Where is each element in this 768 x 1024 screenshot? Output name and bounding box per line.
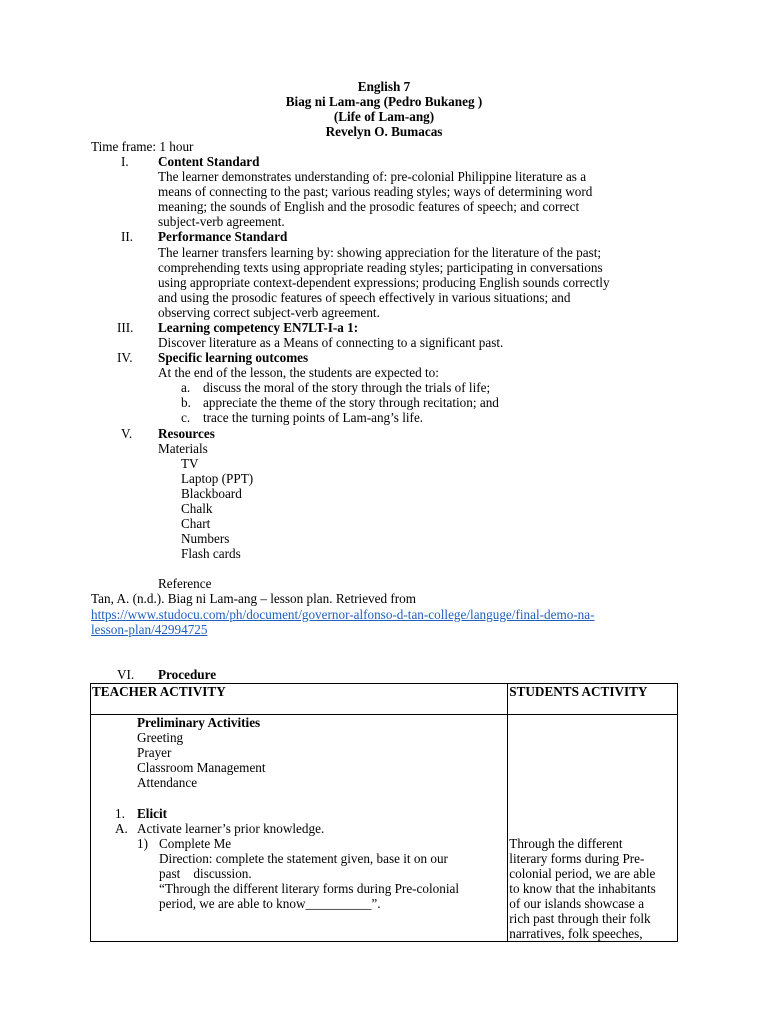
direction-line: period, we are able to know__________”. [159,896,381,911]
material-item: TV [181,456,199,471]
students-activity-cell [508,715,678,942]
student-response-line: of our islands showcase a [509,896,645,911]
section-heading-learning-outcomes: Specific learning outcomes [158,350,309,365]
outcome-item: appreciate the theme of the story through recitation; and [203,395,499,410]
content-standard-line: means of connecting to the past; various reading styles; ways of determining word [158,184,593,199]
student-response-line: rich past through their folk [509,911,651,926]
performance-standard-line: comprehending texts using appropriate reading styles; participating in conversations [158,260,603,275]
teacher-activity-header: TEACHER ACTIVITY [92,684,226,699]
student-response-line: narratives, folk speeches, [509,926,643,941]
performance-standard-line: and using the prosodic features of speech effectively in various situations; and [158,290,571,305]
reference-label: Reference [158,576,212,591]
material-item: Chalk [181,501,213,516]
section-number: VI. [117,667,135,682]
material-item: Blackboard [181,486,242,501]
section-number: V. [121,426,133,441]
material-item: Laptop (PPT) [181,471,254,486]
material-item: Flash cards [181,546,241,561]
student-response-line: Through the different [509,836,623,851]
section-number: I. [121,154,129,169]
table-header-row [91,684,678,715]
performance-standard-line: The learner transfers learning by: showing appreciation for the literature of the past; [158,245,602,260]
section-number: III. [117,320,134,335]
teacher-activity-header-cell [91,684,508,715]
direction-line: “Through the different literary forms during Pre-colonial [159,881,460,896]
outcome-item: trace the turning points of Lam-ang’s life. [203,410,424,425]
performance-standard-line: using appropriate context-dependent expressions; producing English sounds correctly [158,275,610,290]
material-item: Chart [181,516,211,531]
material-item: Numbers [181,531,230,546]
subject-heading: English 7 [357,79,411,94]
outcome-item: discuss the moral of the story through the trials of life; [203,380,491,395]
elicit-heading: Elicit [137,806,168,821]
author-name: Revelyn O. Bumacas [325,124,443,139]
teacher-activity-cell [91,715,508,942]
student-response-line: literary forms during Pre- [509,851,645,866]
students-activity-header: STUDENTS ACTIVITY [509,684,648,699]
lesson-title: Biag ni Lam-ang (Pedro Bukaneg ) [285,94,483,109]
performance-standard-line: observing correct subject-verb agreement. [158,305,380,320]
lesson-subtitle: (Life of Lam-ang) [333,109,435,124]
outcome-marker: a. [181,380,191,395]
citation-text: Tan, A. (n.d.). Biag ni Lam-ang – lesson plan. Retrieved from [91,591,417,606]
preliminary-item: Prayer [137,745,172,760]
activity-marker: A. [115,821,128,836]
sub-activity-marker: 1) [137,836,148,851]
section-heading-resources: Resources [158,426,215,441]
section-number: IV. [117,350,133,365]
materials-label: Materials [158,441,208,456]
content-standard-line: The learner demonstrates understanding of: pre-colonial Philippine literature as a [158,169,587,184]
outcome-marker: b. [181,395,191,410]
preliminary-item: Classroom Management [137,760,266,775]
section-heading-learning-competency: Learning competency EN7LT-I-a 1: [158,320,359,335]
citation-link[interactable]: lesson-plan/42994725 [91,622,208,637]
activity-text: Activate learner’s prior knowledge. [137,821,325,836]
content-standard-line: meaning; the sounds of English and the prosodic features of speech; and correct [158,199,580,214]
outcome-marker: c. [181,410,191,425]
student-response-line: to know that the inhabitants [509,881,656,896]
time-frame: Time frame: 1 hour [91,139,194,154]
content-standard-line: subject-verb agreement. [158,214,285,229]
student-response-line: colonial period, we are able [509,866,656,881]
elicit-number: 1. [115,806,125,821]
section-heading-performance-standard: Performance Standard [158,229,288,244]
direction-line: Direction: complete the statement given, base it on our [159,851,448,866]
section-heading-content-standard: Content Standard [158,154,260,169]
procedure-table [90,683,678,942]
preliminary-activities-heading: Preliminary Activities [137,715,261,730]
preliminary-item: Attendance [137,775,198,790]
students-activity-header-cell [508,684,678,715]
sub-activity-title: Complete Me [159,836,232,851]
preliminary-item: Greeting [137,730,184,745]
learning-outcomes-intro: At the end of the lesson, the students are expected to: [158,365,439,380]
learning-competency-line: Discover literature as a Means of connecting to a significant past. [158,335,504,350]
direction-line: past discussion. [159,866,252,881]
section-heading-procedure: Procedure [158,667,217,682]
section-number: II. [121,229,134,244]
citation-link[interactable]: https://www.studocu.com/ph/document/governor-alfonso-d-tan-college/languge/final-demo-na- [91,607,595,622]
table-row [91,715,678,942]
